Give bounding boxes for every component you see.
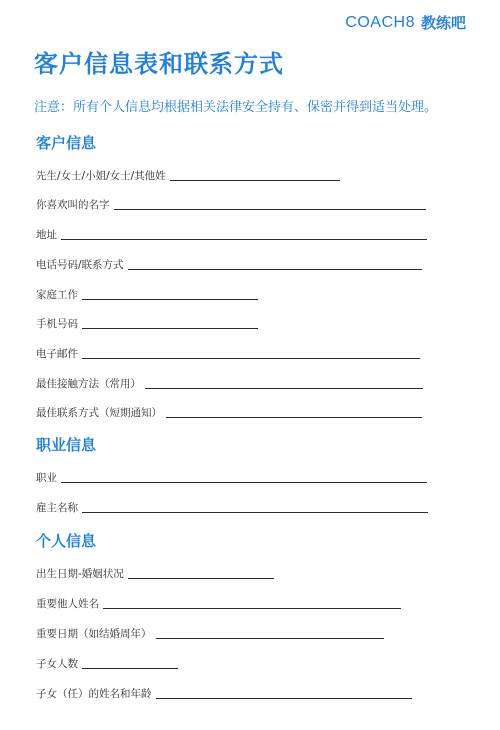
field-significant-other[interactable]	[36, 594, 401, 610]
brand-logo-cn: 教练吧	[420, 15, 466, 32]
field-children-names-ages[interactable]	[36, 684, 412, 700]
field-underline[interactable]	[61, 239, 427, 240]
privacy-notice: 注意：所有个人信息均根据相关法律安全持有、保密并得到适当处理。	[34, 100, 438, 115]
field-label: 电子邮件	[36, 348, 78, 360]
field-label: 电话号码/联系方式	[36, 259, 124, 271]
field-label: 子女（任）的姓名和年龄	[36, 688, 152, 700]
field-label: 出生日期-婚姻状况	[36, 568, 124, 580]
field-label: 最佳接触方法（常用）	[36, 378, 141, 390]
field-label: 手机号码	[36, 318, 78, 330]
field-best-contact-method[interactable]	[36, 374, 423, 390]
field-occupation[interactable]	[36, 468, 427, 484]
field-best-contact-short-notice[interactable]	[36, 403, 422, 419]
field-mobile[interactable]	[36, 314, 258, 330]
field-underline[interactable]	[156, 638, 384, 639]
brand-logo	[345, 12, 466, 33]
field-underline[interactable]	[82, 668, 178, 669]
field-label: 雇主名称	[36, 502, 78, 514]
section-title-personal: 个人信息	[36, 532, 97, 550]
field-number-of-children[interactable]	[36, 654, 178, 670]
field-label: 家庭工作	[36, 289, 78, 301]
brand-logo-en: COACH8	[345, 13, 415, 31]
field-label: 子女人数	[36, 658, 78, 670]
field-salutation-surname[interactable]	[36, 166, 340, 182]
field-label: 先生/女士/小姐/女士/其他姓	[36, 170, 166, 182]
field-email[interactable]	[36, 344, 420, 360]
field-underline[interactable]	[82, 328, 258, 329]
field-label: 重要日期（如结婚周年）	[36, 628, 152, 640]
field-label: 重要他人姓名	[36, 598, 99, 610]
field-underline[interactable]	[82, 512, 428, 513]
field-underline[interactable]	[82, 358, 420, 359]
field-underline[interactable]	[156, 698, 412, 699]
field-important-dates[interactable]	[36, 624, 384, 640]
field-underline[interactable]	[145, 388, 423, 389]
field-underline[interactable]	[61, 482, 427, 483]
field-underline[interactable]	[82, 299, 258, 300]
field-label: 职业	[36, 472, 57, 484]
field-label: 最佳联系方式（短期通知）	[36, 407, 162, 419]
page-title: 客户信息表和联系方式	[34, 50, 284, 78]
field-employer-name[interactable]	[36, 498, 428, 514]
field-label: 你喜欢叫的名字	[36, 199, 110, 211]
field-address[interactable]	[36, 225, 427, 241]
field-phone-contact[interactable]	[36, 255, 422, 271]
section-title-career: 职业信息	[36, 436, 97, 454]
field-underline[interactable]	[128, 269, 422, 270]
field-underline[interactable]	[170, 180, 340, 181]
field-preferred-name[interactable]	[36, 195, 426, 211]
field-underline[interactable]	[103, 608, 401, 609]
field-home-work[interactable]	[36, 285, 258, 301]
field-label: 地址	[36, 229, 57, 241]
field-underline[interactable]	[166, 417, 422, 418]
field-underline[interactable]	[128, 578, 274, 579]
field-underline[interactable]	[114, 209, 426, 210]
section-title-customer: 客户信息	[36, 134, 97, 152]
field-birthdate-marital[interactable]	[36, 564, 274, 580]
